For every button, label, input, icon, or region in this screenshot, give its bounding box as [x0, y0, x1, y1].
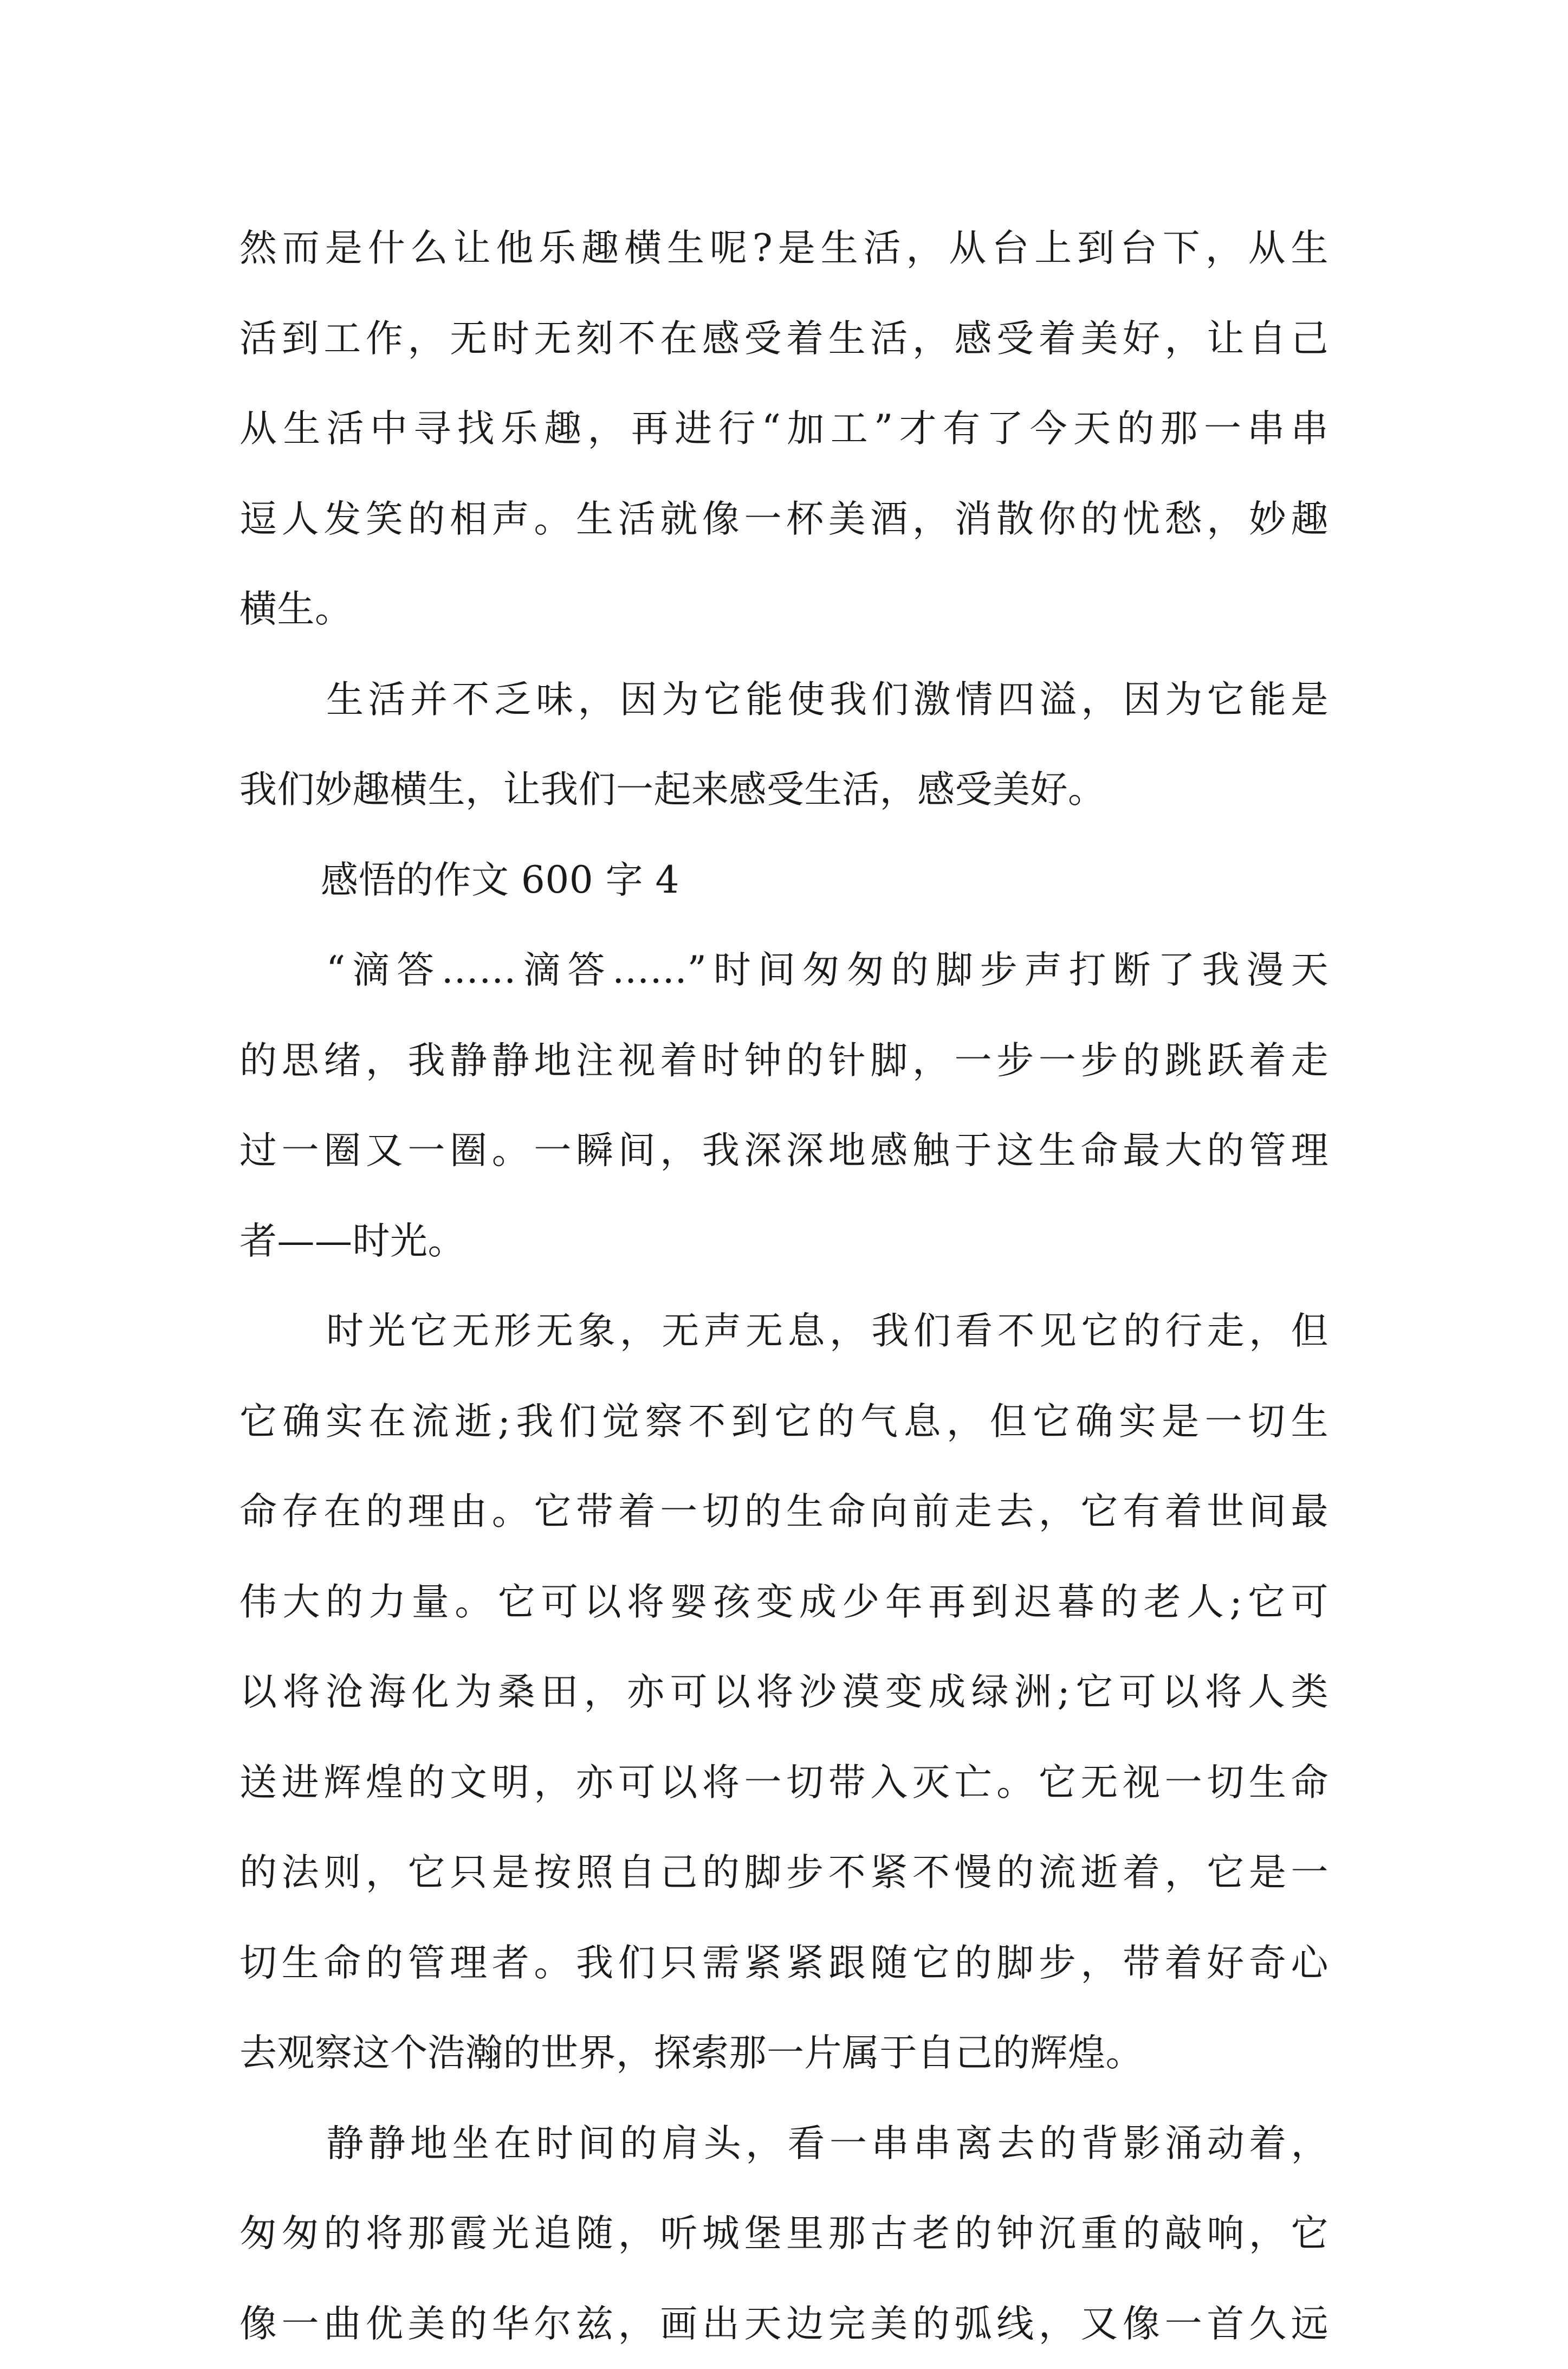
text-line: 去观察这个浩瀚的世界，探索那一片属于自己的辉煌。 — [239, 2008, 1329, 2099]
text-line: 生活并不乏味，因为它能使我们激情四溢，因为它能是 — [239, 655, 1329, 745]
text-line: 送进辉煌的文明，亦可以将一切带入灭亡。它无视一切生命 — [239, 1738, 1329, 1828]
text-line: “滴答……滴答……”时间匆匆的脚步声打断了我漫天 — [239, 925, 1329, 1016]
text-line: 横生。 — [239, 564, 1329, 655]
text-line: 的思绪，我静静地注视着时钟的针脚，一步一步的跳跃着走 — [239, 1016, 1329, 1106]
text-line: 从生活中寻找乐趣，再进行“加工”才有了今天的那一串串 — [239, 384, 1329, 474]
body-text — [239, 203, 1329, 2369]
text-line: 时光它无形无象，无声无息，我们看不见它的行走，但 — [239, 1286, 1329, 1377]
text-line: 它确实在流逝;我们觉察不到它的气息，但它确实是一切生 — [239, 1377, 1329, 1467]
text-line: 以将沧海化为桑田，亦可以将沙漠变成绿洲;它可以将人类 — [239, 1647, 1329, 1738]
text-line: 伟大的力量。它可以将婴孩变成少年再到迟暮的老人;它可 — [239, 1557, 1329, 1648]
text-line: 切生命的管理者。我们只需紧紧跟随它的脚步，带着好奇心 — [239, 1918, 1329, 2009]
text-line: 然而是什么让他乐趣横生呢?是生活，从台上到台下，从生 — [239, 203, 1329, 294]
text-line: 过一圈又一圈。一瞬间，我深深地感触于这生命最大的管理 — [239, 1106, 1329, 1196]
text-line: 静静地坐在时间的肩头，看一串串离去的背影涌动着， — [239, 2099, 1329, 2189]
text-line: 匆匆的将那霞光追随，听城堡里那古老的钟沉重的敲响，它 — [239, 2189, 1329, 2279]
text-line: 逗人发笑的相声。生活就像一杯美酒，消散你的忧愁，妙趣 — [239, 474, 1329, 565]
text-line: 命存在的理由。它带着一切的生命向前走去，它有着世间最 — [239, 1467, 1329, 1557]
text-line: 我们妙趣横生，让我们一起来感受生活，感受美好。 — [239, 745, 1329, 835]
text-line: 者——时光。 — [239, 1196, 1329, 1287]
section-heading: 感悟的作文 600 字 4 — [239, 835, 1329, 926]
text-line: 的法则，它只是按照自己的脚步不紧不慢的流逝着，它是一 — [239, 1828, 1329, 1918]
text-line: 像一曲优美的华尔兹，画出天边完美的弧线，又像一首久远 — [239, 2279, 1329, 2369]
text-line: 活到工作，无时无刻不在感受着生活，感受着美好，让自己 — [239, 294, 1329, 384]
